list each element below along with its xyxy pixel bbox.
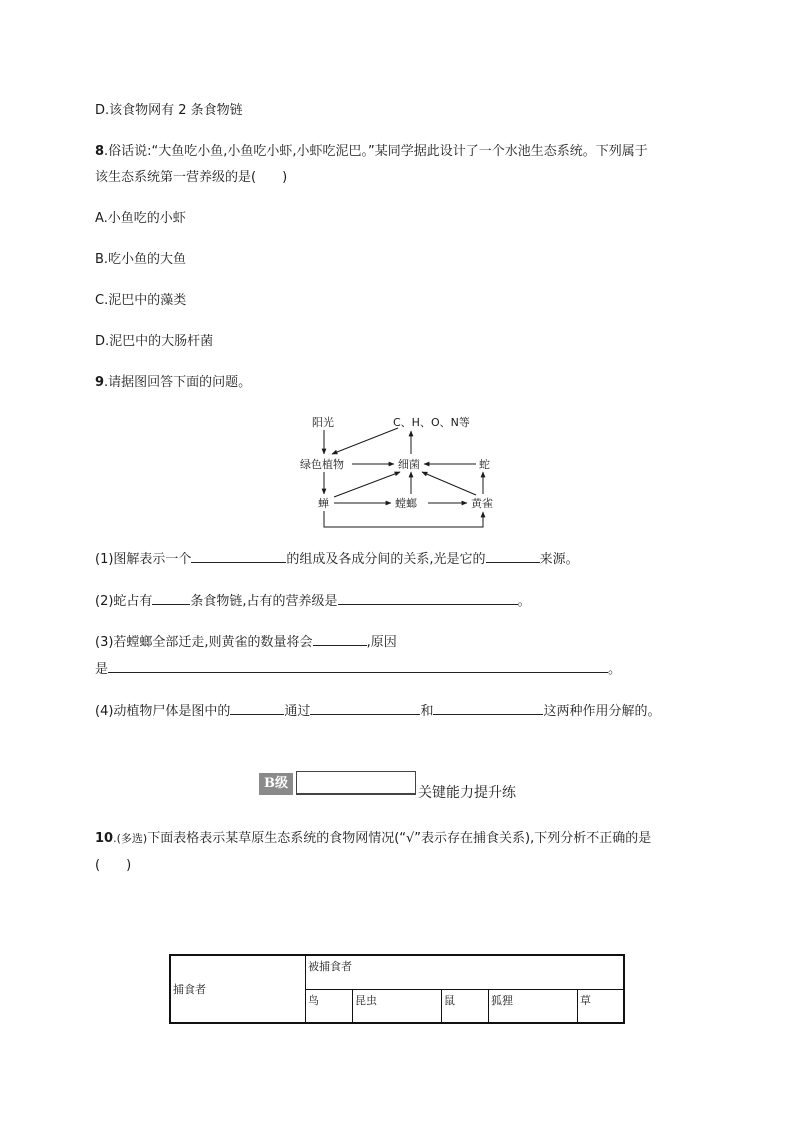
q9-part3-text-b: ,原因 xyxy=(366,635,397,650)
q9-part3-text-c: 是 xyxy=(95,662,109,677)
q9-part1 xyxy=(95,548,579,569)
arrow-cicada-bacteria xyxy=(334,472,400,497)
q9-part4-blank-2 xyxy=(310,700,420,715)
node-sun: 阳光 xyxy=(312,416,334,429)
q8-option-b: B.吃小鱼的大鱼 xyxy=(95,252,187,267)
node-mantis: 螳螂 xyxy=(395,497,417,510)
q9-part3-line2 xyxy=(95,658,621,679)
q9-part3-blank-2 xyxy=(108,658,608,673)
node-oriole: 黄雀 xyxy=(471,497,493,510)
q8-number: 8 xyxy=(95,144,105,159)
q9-part3-blank-1 xyxy=(313,631,367,646)
q9-part4-text-b: 通过 xyxy=(284,704,311,719)
section-b-box xyxy=(296,771,416,795)
q7-option-d: D.该食物网有 2 条食物链 xyxy=(95,103,243,118)
q10-tag: .(多选) xyxy=(113,832,148,845)
q9-part4-text-c: 和 xyxy=(420,704,434,719)
node-plants: 绿色植物 xyxy=(300,458,344,471)
q10-stem-line1: 下面表格表示某草原生态系统的食物网情况(“√”表示存在捕食关系),下列分析不正确的是 xyxy=(147,831,652,846)
table-col-bird: 鸟 xyxy=(306,989,353,1023)
section-b-badge: B级 xyxy=(259,773,293,795)
q9-part4-blank-3 xyxy=(433,700,543,715)
q9-part3-text-a: (3)若螳螂全部迁走,则黄雀的数量将会 xyxy=(95,635,313,650)
q10-stem-line2: ( ) xyxy=(95,858,132,873)
q9-part3-text-d: 。 xyxy=(608,662,622,677)
q9-part4 xyxy=(95,700,660,721)
q9-part4-blank-1 xyxy=(230,700,284,715)
q9-part2-text-c: 。 xyxy=(517,594,531,609)
node-bacteria: 细菌 xyxy=(398,458,420,471)
arrow-oriole-bacteria xyxy=(422,472,476,495)
node-elements: C、H、O、N等 xyxy=(393,416,470,429)
arrow-cicada-oriole xyxy=(324,511,483,527)
table-col-insect: 昆虫 xyxy=(353,989,442,1023)
table-col-fox: 狐狸 xyxy=(489,989,578,1023)
q9-part2-text-a: (2)蛇占有 xyxy=(95,594,153,609)
q10-number: 10 xyxy=(95,831,114,846)
q9-stem xyxy=(95,374,251,392)
q8-stem-line1: .俗话说:“大鱼吃小鱼,小鱼吃小虾,小虾吃泥巴。”某同学据此设计了一个水池生态系统。下列属于 xyxy=(104,144,648,159)
q9-number: 9 xyxy=(95,375,105,390)
q9-part1-text-c: 来源。 xyxy=(539,552,579,567)
ecosystem-diagram xyxy=(290,410,510,535)
node-cicada: 蝉 xyxy=(318,497,329,510)
q9-part2-blank-1 xyxy=(152,590,190,605)
arrow-elements-plants xyxy=(332,428,398,454)
table-col-grass: 草 xyxy=(578,989,625,1023)
q8-stem-line2: 该生态系统第一营养级的是( ) xyxy=(95,170,288,185)
q8-option-a: A.小鱼吃的小虾 xyxy=(95,211,186,226)
q9-part2 xyxy=(95,590,531,611)
node-snake: 蛇 xyxy=(479,458,490,471)
predation-table xyxy=(169,954,625,1024)
section-b-title: 关键能力提升练 xyxy=(418,785,516,801)
table-row-header: 捕食者 xyxy=(170,955,306,1023)
q9-part3-line1 xyxy=(95,631,397,652)
q9-part4-text-a: (4)动植物尸体是图中的 xyxy=(95,704,231,719)
q10-stem xyxy=(95,830,651,848)
q8-option-d: D.泥巴中的大肠杆菌 xyxy=(95,334,214,349)
q8-stem xyxy=(95,143,648,161)
q8-option-c: C.泥巴中的藻类 xyxy=(95,293,187,308)
table-col-mouse: 鼠 xyxy=(442,989,489,1023)
q9-part4-text-d: 这两种作用分解的。 xyxy=(543,704,661,719)
q9-part1-blank-1 xyxy=(191,548,286,563)
q9-part1-blank-2 xyxy=(486,548,540,563)
table-col-group-header: 被捕食者 xyxy=(306,955,625,989)
q9-part2-text-b: 条食物链,占有的营养级是 xyxy=(190,594,338,609)
q9-part1-text-a: (1)图解表示一个 xyxy=(95,552,192,567)
q9-part1-text-b: 的组成及各成分间的关系,光是它的 xyxy=(286,552,486,567)
q9-part2-blank-2 xyxy=(338,590,518,605)
q9-stem-text: .请据图回答下面的问题。 xyxy=(104,375,252,390)
